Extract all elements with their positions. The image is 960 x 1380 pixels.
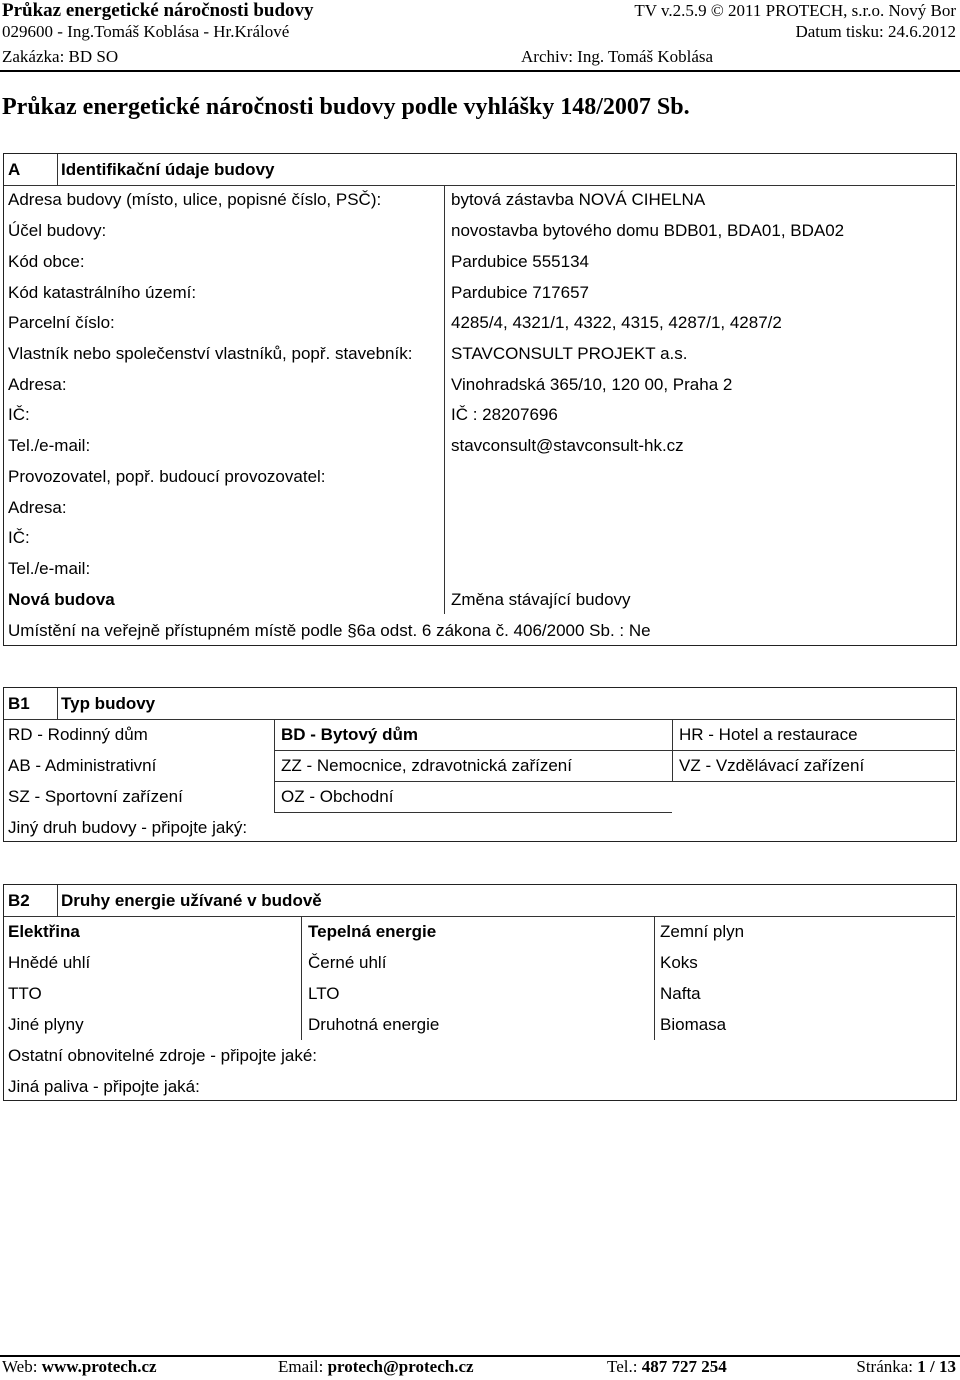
section-b1-row-divider [274, 781, 672, 782]
building-type-other: Jiný druh budovy - připojte jaký: [8, 818, 248, 837]
header-print-date: Datum tisku: 24.6.2012 [795, 22, 956, 41]
footer-email-link[interactable]: protech@protech.cz [327, 1357, 474, 1376]
header-software: TV v.2.5.9 © 2011 PROTECH, s.r.o. Nový Bor [634, 1, 956, 20]
field-label: Adresa budovy (místo, ulice, popisné číslo, PSČ): [8, 190, 382, 209]
footer-tel [607, 1357, 727, 1377]
footer-tel-label: Tel.: [607, 1357, 642, 1376]
energy-type-option: Černé uhlí [308, 953, 387, 972]
building-type-option: ZZ - Nemocnice, zdravotnická zařízení [281, 756, 572, 775]
field-label: IČ: [8, 528, 30, 547]
header-archive: Archiv: Ing. Tomáš Koblása [521, 47, 714, 66]
energy-type-option: Jiné plyny [8, 1015, 84, 1034]
energy-type-option: Nafta [660, 984, 701, 1003]
footer-tel-value: 487 727 254 [641, 1357, 727, 1376]
field-label: Provozovatel, popř. budoucí provozovatel: [8, 467, 326, 486]
energy-type-option: Hnědé uhlí [8, 953, 91, 972]
section-a-code: A [8, 160, 21, 179]
section-b1-heading: Typ budovy [61, 694, 156, 713]
energy-type-option: LTO [308, 984, 340, 1003]
field-label: Kód obce: [8, 252, 85, 271]
header-order: Zakázka: BD SO [2, 47, 119, 66]
section-b2-box [3, 884, 957, 1101]
energy-type-option-selected: Tepelná energie [308, 922, 437, 941]
section-b1-row-divider [274, 812, 672, 813]
other-renewable-label: Ostatní obnovitelné zdroje - připojte jaké: [8, 1046, 318, 1065]
section-b2-col2-divider [654, 916, 655, 1040]
field-label: Kód katastrálního území: [8, 283, 197, 302]
footer-web [2, 1357, 157, 1377]
placement-note: Umístění na veřejně přístupném místě podle §6a odst. 6 zákona č. 406/2000 Sb. : Ne [8, 621, 651, 640]
section-a-heading: Identifikační údaje budovy [61, 160, 275, 179]
building-type-option: AB - Administrativní [8, 756, 157, 775]
field-value: Pardubice 717657 [451, 283, 590, 302]
section-a-column-divider [444, 185, 445, 614]
footer-web-label: Web: [2, 1357, 42, 1376]
section-b1-row-divider [672, 781, 955, 782]
section-b2-col1-divider [301, 916, 302, 1040]
energy-type-option: Zemní plyn [660, 922, 745, 941]
section-b2-heading: Druhy energie užívané v budově [61, 891, 322, 910]
footer-email-label: Email: [278, 1357, 328, 1376]
field-label: Tel./e-mail: [8, 436, 91, 455]
field-label: Adresa: [8, 498, 67, 517]
footer-page-label: Stránka: [856, 1357, 918, 1376]
field-label: Adresa: [8, 375, 67, 394]
energy-type-option: Biomasa [660, 1015, 727, 1034]
section-b1-code: B1 [8, 694, 30, 713]
building-type-option: VZ - Vzdělávací zařízení [679, 756, 865, 775]
field-value: Pardubice 555134 [451, 252, 590, 271]
field-label: Parcelní číslo: [8, 313, 115, 332]
section-b2-code-divider [57, 885, 58, 916]
footer-web-link[interactable]: www.protech.cz [41, 1357, 157, 1376]
field-value: stavconsult@stavconsult-hk.cz [451, 436, 684, 455]
header-divider [0, 70, 960, 72]
field-label: Tel./e-mail: [8, 559, 91, 578]
field-label: Účel budovy: [8, 221, 107, 240]
field-label: IČ: [8, 405, 30, 424]
building-type-option: SZ - Sportovní zařízení [8, 787, 183, 806]
document-title: Průkaz energetické náročnosti budovy podle vyhlášky 148/2007 Sb. [2, 94, 690, 120]
field-value: novostavba bytového domu BDB01, BDA01, BDA02 [451, 221, 845, 240]
field-label: Vlastník nebo společenství vlastníků, popř. stavebník: [8, 344, 413, 363]
building-type-option: OZ - Obchodní [281, 787, 394, 806]
section-b1-header-divider [4, 719, 955, 720]
section-b1-col1-divider [274, 719, 275, 812]
section-b2-code: B2 [8, 891, 30, 910]
footer-email [278, 1357, 474, 1377]
footer-page-number: 1 / 13 [917, 1357, 956, 1376]
energy-type-option: TTO [8, 984, 42, 1003]
header-title: Průkaz energetické náročnosti budovy [2, 0, 314, 21]
field-value: Vinohradská 365/10, 120 00, Praha 2 [451, 375, 733, 394]
section-b2-header-divider [4, 916, 955, 917]
other-fuel-label: Jiná paliva - připojte jaká: [8, 1077, 200, 1096]
field-value: STAVCONSULT PROJEKT a.s. [451, 344, 688, 363]
field-value: bytová zástavba NOVÁ CIHELNA [451, 190, 706, 209]
field-value: 4285/4, 4321/1, 4322, 4315, 4287/1, 4287/2 [451, 313, 782, 332]
section-b1-row-divider [274, 750, 955, 751]
building-type-option: HR - Hotel a restaurace [679, 725, 858, 744]
energy-type-option: Koks [660, 953, 698, 972]
new-building-label: Nová budova [8, 590, 115, 609]
change-building-label: Změna stávající budovy [451, 590, 631, 609]
energy-type-option: Druhotná energie [308, 1015, 440, 1034]
field-value: IČ : 28207696 [451, 405, 558, 424]
building-type-option: RD - Rodinný dům [8, 725, 148, 744]
section-b1-code-divider [57, 688, 58, 719]
building-type-option-selected: BD - Bytový dům [281, 725, 418, 744]
section-a-header-divider [4, 185, 955, 186]
energy-type-option-selected: Elektřina [8, 922, 80, 941]
footer-page [856, 1357, 956, 1377]
header-author: 029600 - Ing.Tomáš Koblása - Hr.Králové [2, 22, 290, 41]
section-a-code-divider [57, 154, 58, 185]
